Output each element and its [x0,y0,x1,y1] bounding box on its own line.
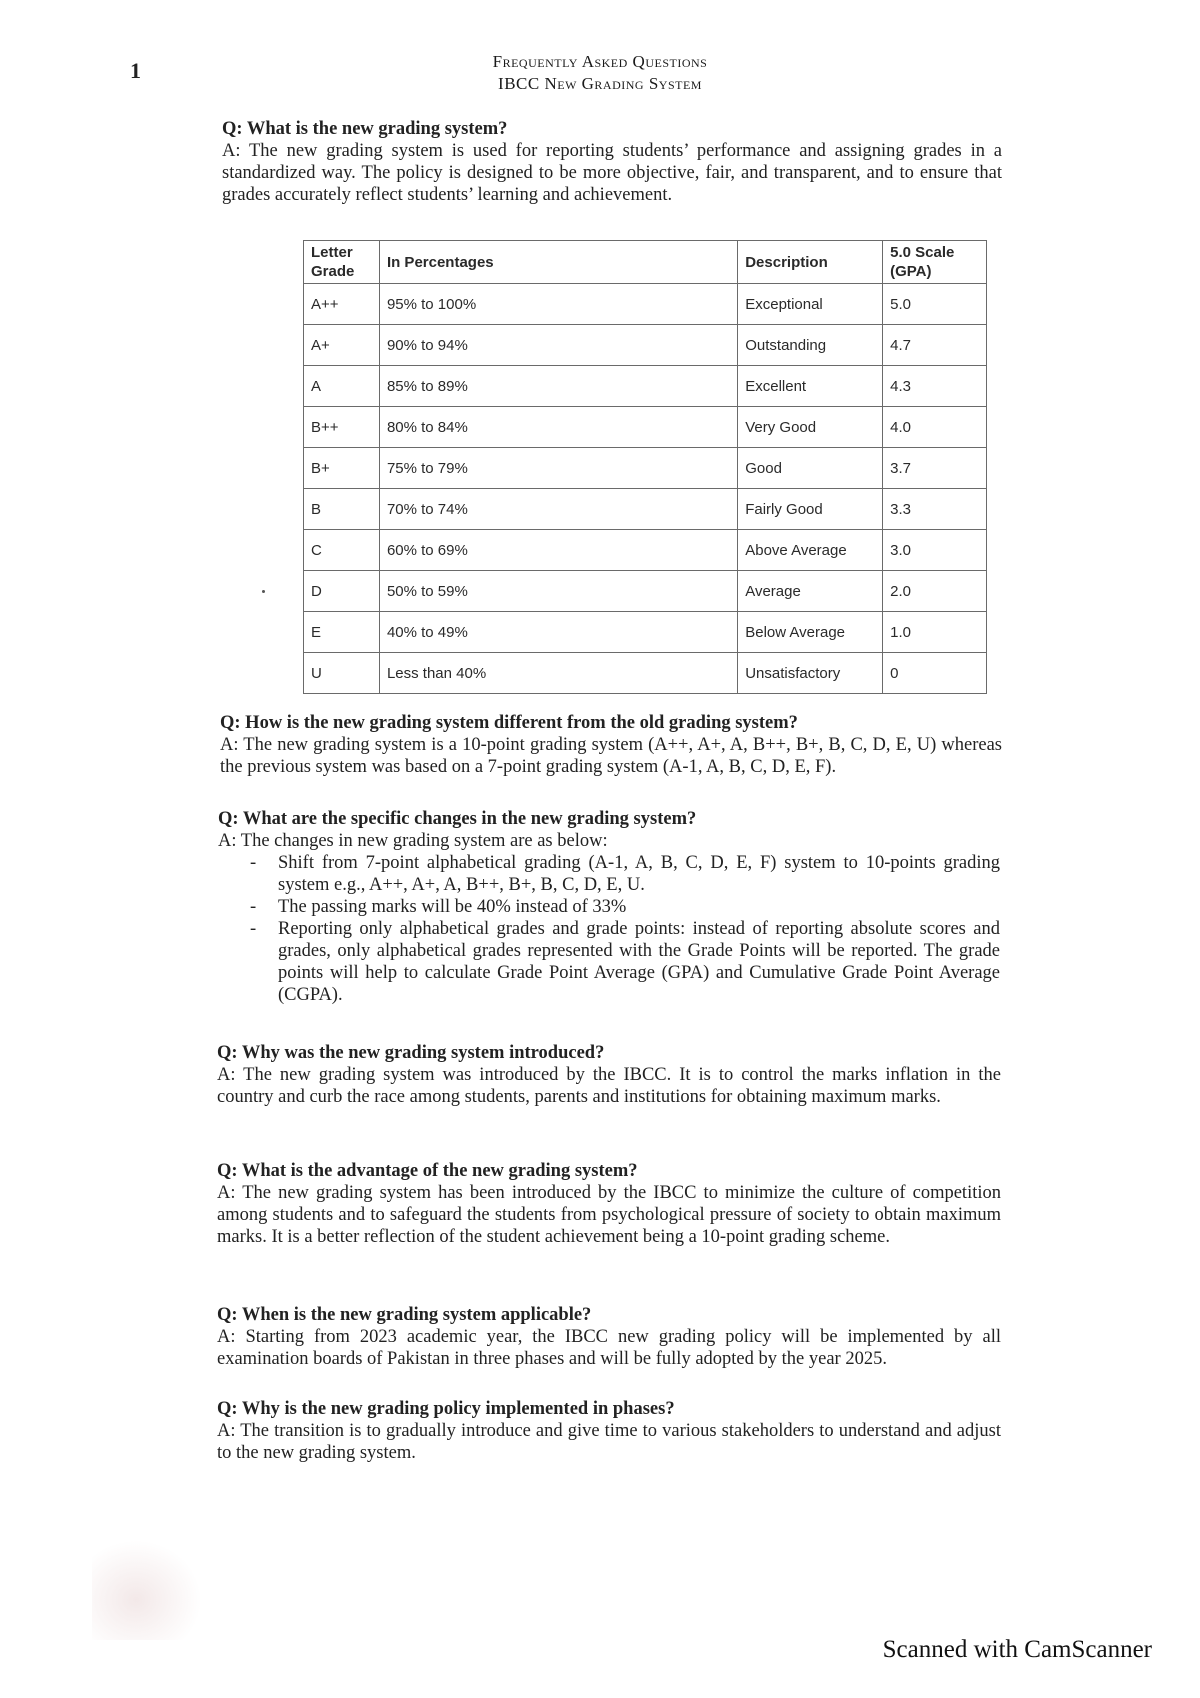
table-row [304,612,987,653]
faq-question: Q: What is the new grading system? [222,119,508,139]
grade-cell: B++ [304,407,380,448]
list-item: - Reporting only alphabetical grades and grade points: instead of reporting absolute scores and grades, only alphabetical grades represented with the Grade Points will be reported. The grade points will help to calculate Grade Point Average (GPA) and Cumulative Grade Point Average (CGPA). [248,918,1000,1006]
grading-table [303,240,987,694]
description-cell: Good [738,448,883,489]
grade-cell: A [304,366,380,407]
gpa-cell: 0 [883,653,987,694]
gpa-cell: 4.3 [883,366,987,407]
faq-advantage [217,1160,1001,1248]
table-row [304,489,987,530]
description-cell: Very Good [738,407,883,448]
scan-speck [262,590,265,593]
col-header-gpa: 5.0 Scale (GPA) [883,241,987,284]
col-header-description: Description [738,241,883,284]
grade-cell: A+ [304,325,380,366]
faq-answer: A: The new grading system is used for reporting students’ performance and assigning grades in a standardized way. The policy is designed to be more objective, fair, and transparent, and to ensure that grades accurately reflect students’ learning and achievement. [222,141,1002,205]
percentage-cell: 60% to 69% [379,530,737,571]
percentage-cell: 50% to 59% [379,571,737,612]
scan-smudge [92,1540,202,1640]
table-row [304,653,987,694]
faq-question: Q: When is the new grading system applicable? [217,1305,592,1325]
gpa-cell: 3.3 [883,489,987,530]
description-cell: Outstanding [738,325,883,366]
faq-answer-intro: A: The changes in new grading system are as below: [218,831,608,851]
col-header-percentages: In Percentages [379,241,737,284]
description-cell: Average [738,571,883,612]
table-row [304,571,987,612]
grade-cell: D [304,571,380,612]
faq-answer: A: Starting from 2023 academic year, the IBCC new grading policy will be implemented by all examination boards of Pakistan in three phases and will be fully adopted by the year 2025. [217,1327,1001,1369]
table-row [304,530,987,571]
faq-what-is-system [222,118,1002,206]
faq-question: Q: Why is the new grading policy implemented in phases? [217,1399,675,1419]
grade-cell: B+ [304,448,380,489]
faq-why-introduced [217,1042,1001,1108]
document-title: Frequently Asked Questions [492,52,708,71]
faq-why-phases [217,1398,1001,1464]
document-subtitle: IBCC New Grading System [498,74,702,93]
table-row [304,407,987,448]
gpa-cell: 2.0 [883,571,987,612]
percentage-cell: 80% to 84% [379,407,737,448]
description-cell: Above Average [738,530,883,571]
percentage-cell: 85% to 89% [379,366,737,407]
grade-cell: E [304,612,380,653]
changes-list [248,852,1000,1006]
grade-cell: C [304,530,380,571]
grade-cell: A++ [304,284,380,325]
table-row [304,284,987,325]
description-cell: Unsatisfactory [738,653,883,694]
percentage-cell: 90% to 94% [379,325,737,366]
gpa-cell: 3.0 [883,530,987,571]
table-row [304,448,987,489]
gpa-cell: 5.0 [883,284,987,325]
description-cell: Fairly Good [738,489,883,530]
faq-question: Q: What is the advantage of the new grading system? [217,1161,638,1181]
percentage-cell: Less than 40% [379,653,737,694]
faq-answer: A: The transition is to gradually introduce and give time to various stakeholders to understand and adjust to the new grading system. [217,1421,1001,1463]
description-cell: Exceptional [738,284,883,325]
faq-question: Q: How is the new grading system different from the old grading system? [220,713,798,733]
page-mark: 1 [130,58,141,83]
faq-specific-changes [218,808,1000,1006]
gpa-cell: 3.7 [883,448,987,489]
percentage-cell: 75% to 79% [379,448,737,489]
list-item: - Shift from 7-point alphabetical grading (A-1, A, B, C, D, E, F) system to 10-points grading system e.g., A++, A+, A, B++, B+, B, C, D, E, U. [248,852,1000,896]
table-row [304,366,987,407]
percentage-cell: 95% to 100% [379,284,737,325]
faq-when-applicable [217,1304,1001,1370]
faq-difference [220,712,1002,778]
percentage-cell: 40% to 49% [379,612,737,653]
table-row [304,325,987,366]
description-cell: Below Average [738,612,883,653]
faq-question: Q: Why was the new grading system introduced? [217,1043,605,1063]
faq-answer: A: The new grading system was introduced by the IBCC. It is to control the marks inflation in the country and curb the race among students, parents and institutions for obtaining maximum marks. [217,1065,1001,1107]
grade-cell: U [304,653,380,694]
list-item: - The passing marks will be 40% instead of 33% [248,896,1000,918]
description-cell: Excellent [738,366,883,407]
faq-answer: A: The new grading system has been introduced by the IBCC to minimize the culture of competition among students and to safeguard the students from psychological pressure of society to obtain maximum marks. It is a better reflection of the student achievement being a 10-point grading scheme. [217,1183,1001,1247]
percentage-cell: 70% to 74% [379,489,737,530]
col-header-letter-grade: Letter Grade [304,241,380,284]
gpa-cell: 4.0 [883,407,987,448]
gpa-cell: 4.7 [883,325,987,366]
table-header-row [304,241,987,284]
faq-question: Q: What are the specific changes in the new grading system? [218,809,697,829]
grade-cell: B [304,489,380,530]
faq-answer: A: The new grading system is a 10-point grading system (A++, A+, A, B++, B+, B, C, D, E, U) whereas the previous system was based on a 7-point grading system (A-1, A, B, C, D, E, F). [220,735,1002,777]
camscanner-watermark: Scanned with CamScanner [882,1636,1152,1663]
gpa-cell: 1.0 [883,612,987,653]
